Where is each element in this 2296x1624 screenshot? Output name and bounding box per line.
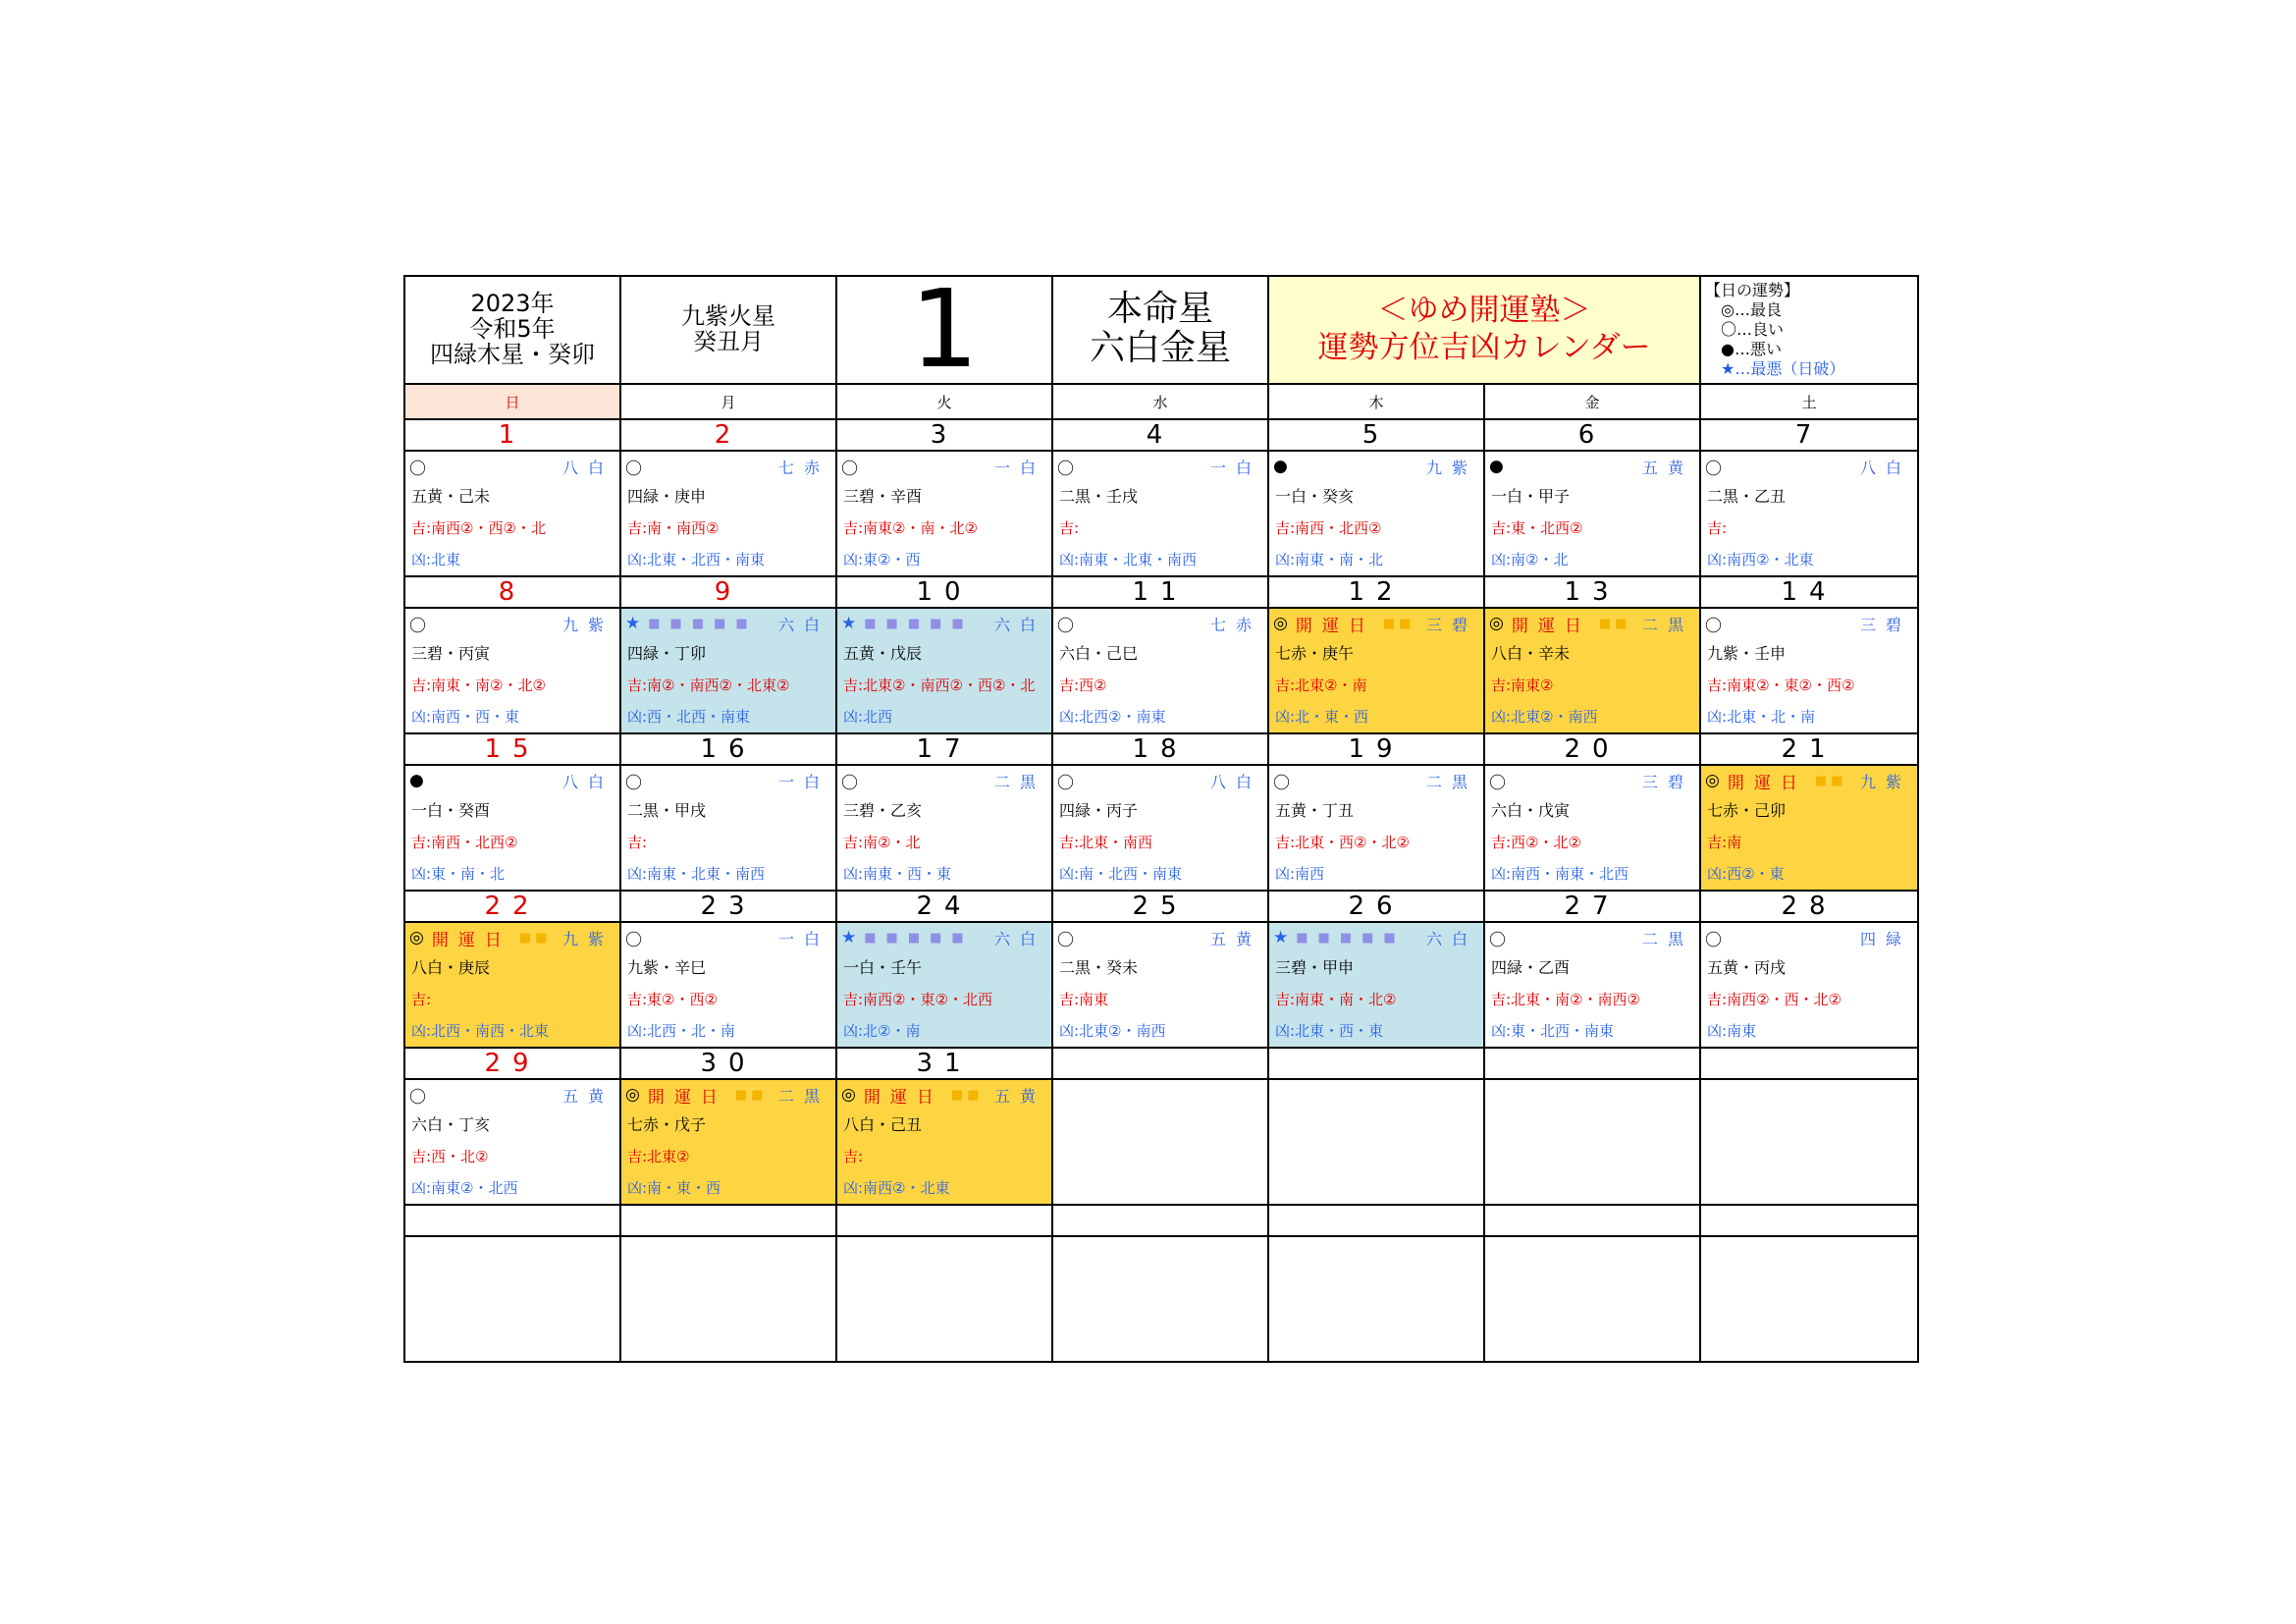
day-cell — [1700, 765, 1918, 891]
lucky-directions: 吉:南東・南・北② — [1275, 991, 1397, 1008]
day-number: 9 — [620, 576, 836, 608]
square-marks: ■ ■ — [1814, 773, 1843, 788]
lucky-directions: 吉:北東・南②・南西② — [1491, 991, 1640, 1008]
day-number: 29 — [404, 1048, 620, 1079]
unlucky-directions: 凶:南西②・北東 — [843, 1179, 950, 1197]
day-detail-row — [404, 1079, 1918, 1205]
day-star: 八白 — [1209, 772, 1261, 791]
empty-cell — [1484, 1236, 1700, 1362]
empty-cell — [1484, 1205, 1700, 1236]
day-cell — [620, 451, 836, 576]
day-number: 20 — [1484, 733, 1700, 765]
lucky-directions: 吉: — [1707, 519, 1728, 537]
unlucky-directions: 凶:南東・西・東 — [843, 865, 952, 883]
kanshi: 八白・辛未 — [1491, 644, 1571, 663]
weekday-row — [404, 384, 1918, 419]
fortune-symbol: 〇 — [1057, 773, 1074, 793]
kanshi: 四緑・丁卯 — [627, 644, 707, 663]
day-star: 七赤 — [1209, 615, 1261, 634]
square-marks: ■■■■■ — [648, 616, 758, 631]
day-star: 三碧 — [1642, 772, 1694, 791]
month-number-cell — [836, 276, 1052, 384]
fortune-symbol: ★ — [841, 614, 857, 633]
empty-cell — [1268, 1205, 1484, 1236]
day-star: 五黄 — [1209, 929, 1261, 948]
kanshi: 六白・戊寅 — [1491, 801, 1571, 820]
lucky-directions: 吉: — [627, 834, 648, 851]
date-number-row — [404, 733, 1918, 765]
day-star: 二黒 — [1425, 772, 1477, 791]
lucky-directions: 吉:南東②・東②・西② — [1707, 677, 1855, 694]
header-row — [404, 276, 1918, 384]
day-cell — [1268, 922, 1484, 1048]
fortune-symbol: ★ — [841, 928, 857, 947]
day-number: 23 — [620, 891, 836, 922]
day-number: 25 — [1052, 891, 1268, 922]
title-brand: ＜ゆめ開運塾＞ — [1377, 293, 1591, 328]
fortune-symbol: 〇 — [1705, 459, 1723, 479]
kanshi: 一白・癸亥 — [1275, 487, 1355, 506]
fortune-symbol: 〇 — [1489, 930, 1506, 950]
lucky-directions: 吉:南②・南西②・北東② — [627, 677, 790, 694]
kanshi: 二黒・壬戌 — [1059, 487, 1139, 506]
kanshi: 五黄・戊辰 — [843, 644, 923, 663]
lucky-directions: 吉:南②・北 — [843, 834, 921, 851]
fortune-symbol: 〇 — [1273, 773, 1290, 793]
unlucky-directions: 凶:南・北西・南東 — [1059, 865, 1183, 883]
fortune-symbol: ★ — [1273, 928, 1289, 947]
honmei-cell — [1052, 276, 1268, 384]
lucky-directions: 吉:北東②・南 — [1275, 677, 1367, 694]
fortune-symbol: 〇 — [841, 459, 858, 479]
day-number: 5 — [1268, 419, 1484, 451]
lucky-directions: 吉:南・南西② — [627, 519, 720, 537]
lucky-directions: 吉:南西②・西・北② — [1707, 991, 1842, 1008]
square-marks: ■ ■ — [734, 1087, 764, 1103]
day-cell — [1484, 765, 1700, 891]
empty-cell — [620, 1236, 836, 1362]
fortune-symbol: 〇 — [625, 930, 642, 950]
fortune-symbol: 〇 — [1705, 616, 1723, 636]
day-star: 六白 — [993, 929, 1045, 948]
lucky-directions: 吉:南東・南②・北② — [411, 677, 546, 694]
day-number: 30 — [620, 1048, 836, 1079]
square-marks: ■■■■■ — [864, 616, 974, 631]
fortune-symbol: ◎ — [1489, 614, 1504, 633]
kanshi: 八白・己丑 — [843, 1115, 923, 1134]
day-cell — [1052, 765, 1268, 891]
day-number: 10 — [836, 576, 1052, 608]
day-cell — [1484, 922, 1700, 1048]
empty-cell — [1268, 1048, 1484, 1079]
fortune-symbol: ◎ — [409, 928, 424, 947]
fortune-symbol: 〇 — [409, 616, 426, 636]
unlucky-directions: 凶:南西②・北東 — [1707, 551, 1814, 568]
day-star: 八白 — [561, 458, 614, 477]
unlucky-directions: 凶:南②・北 — [1491, 551, 1569, 568]
day-number: 24 — [836, 891, 1052, 922]
day-number: 21 — [1700, 733, 1918, 765]
square-marks: ■■■■■ — [1296, 930, 1406, 946]
unlucky-directions: 凶:北東②・南西 — [1059, 1022, 1166, 1040]
weekday-sat: 土 — [1700, 384, 1918, 419]
lucky-directions: 吉: — [411, 991, 432, 1008]
lucky-directions: 吉:北東②・南西②・西②・北 — [843, 677, 1036, 694]
lucky-directions: 吉:南東②・南・北② — [843, 519, 978, 537]
empty-cell — [1052, 1205, 1268, 1236]
empty-cell — [1484, 1048, 1700, 1079]
unlucky-directions: 凶:東・南・北 — [411, 865, 506, 883]
kanshi: 三碧・甲申 — [1275, 958, 1355, 977]
day-cell — [1268, 765, 1484, 891]
honmei-star: 六白金星 — [1089, 328, 1231, 368]
day-star: 一白 — [993, 458, 1045, 477]
day-star: 三碧 — [1425, 615, 1477, 634]
fortune-symbol: 〇 — [1705, 930, 1723, 950]
day-number: 8 — [404, 576, 620, 608]
day-star: 二黒 — [1642, 615, 1694, 634]
empty-cell — [1052, 1079, 1268, 1205]
day-number: 2 — [620, 419, 836, 451]
weekday-thu: 木 — [1268, 384, 1484, 419]
unlucky-directions: 凶:南東・北東・南西 — [627, 865, 766, 883]
fortune-symbol: ◎ — [841, 1085, 856, 1105]
fortune-symbol: 〇 — [409, 459, 426, 479]
day-number: 31 — [836, 1048, 1052, 1079]
empty-cell — [1700, 1048, 1918, 1079]
unlucky-directions: 凶:南西 — [1275, 865, 1325, 883]
day-number: 14 — [1700, 576, 1918, 608]
day-cell — [836, 451, 1052, 576]
unlucky-directions: 凶:北東②・南西 — [1491, 708, 1598, 726]
kanshi: 九紫・辛巳 — [627, 958, 707, 977]
title-cell — [1268, 276, 1700, 384]
unlucky-directions: 凶:南・東・西 — [627, 1179, 721, 1197]
kanshi: 六白・丁亥 — [411, 1115, 491, 1134]
day-number: 15 — [404, 733, 620, 765]
day-cell — [1700, 922, 1918, 1048]
empty-cell — [1700, 1079, 1918, 1205]
lucky-directions: 吉: — [1059, 519, 1080, 537]
day-star: 一白 — [777, 929, 829, 948]
day-cell — [620, 765, 836, 891]
unlucky-directions: 凶:北西②・南東 — [1059, 708, 1166, 726]
fortune-symbol: 〇 — [1057, 930, 1074, 950]
honmei-label: 本命星 — [1106, 289, 1213, 329]
lucky-directions: 吉:南東② — [1491, 677, 1554, 694]
unlucky-directions: 凶:北東・北西・南東 — [627, 551, 766, 568]
kanshi: 七赤・己卯 — [1707, 801, 1787, 820]
legend-heading: 【日の運勢】 — [1705, 281, 1800, 299]
date-number-row — [404, 576, 1918, 608]
day-number: 4 — [1052, 419, 1268, 451]
day-number: 12 — [1268, 576, 1484, 608]
fortune-symbol: ★ — [625, 614, 641, 633]
day-star: 二黒 — [1642, 929, 1694, 948]
lucky-directions: 吉:東・北西② — [1491, 519, 1583, 537]
day-cell — [1700, 608, 1918, 733]
fortune-symbol: 〇 — [1489, 773, 1506, 793]
lucky-directions: 吉:北東・西②・北② — [1275, 834, 1410, 851]
day-detail-row — [404, 451, 1918, 576]
day-star: 六白 — [1425, 929, 1477, 948]
lucky-directions: 吉:南西②・西②・北 — [411, 519, 546, 537]
weekday-wed: 水 — [1052, 384, 1268, 419]
lucky-day-label: 開運日 — [1511, 616, 1591, 636]
day-cell — [620, 608, 836, 733]
kanshi: 二黒・乙丑 — [1707, 487, 1787, 506]
title-main: 運勢方位吉凶カレンダー — [1317, 330, 1651, 365]
kanshi: 三碧・辛酉 — [843, 487, 923, 506]
day-star: 一白 — [1209, 458, 1261, 477]
lucky-day-label: 開運日 — [1295, 616, 1375, 636]
kanshi: 七赤・庚午 — [1275, 644, 1355, 663]
fortune-symbol: 〇 — [409, 1087, 426, 1108]
day-star: 八白 — [561, 772, 614, 791]
unlucky-directions: 凶:東②・西 — [843, 551, 921, 568]
lucky-day-label: 開運日 — [1727, 773, 1807, 793]
weekday-tue: 火 — [836, 384, 1052, 419]
month-star-cell — [620, 276, 836, 384]
day-cell — [836, 1079, 1052, 1205]
day-cell — [1484, 608, 1700, 733]
lucky-directions: 吉:南西・北西② — [1275, 519, 1382, 537]
lucky-directions: 吉:西② — [1059, 677, 1107, 694]
empty-cell — [836, 1236, 1052, 1362]
empty-date-row — [404, 1205, 1918, 1236]
day-star: 九紫 — [561, 615, 614, 634]
fortune-symbol: 〇 — [841, 773, 858, 793]
day-cell — [1268, 451, 1484, 576]
lucky-day-label: 開運日 — [647, 1087, 727, 1108]
day-star: 五黄 — [993, 1086, 1045, 1106]
day-star: 八白 — [1860, 458, 1912, 477]
day-cell — [620, 1079, 836, 1205]
day-star: 二黒 — [777, 1086, 829, 1106]
day-cell — [1052, 451, 1268, 576]
kanshi: 三碧・丙寅 — [411, 644, 491, 663]
day-detail-row — [404, 765, 1918, 891]
legend-bad: ●…悪い — [1721, 340, 1782, 358]
empty-cell — [404, 1205, 620, 1236]
day-cell — [836, 765, 1052, 891]
unlucky-directions: 凶:南東・南・北 — [1275, 551, 1384, 568]
kanshi: 一白・甲子 — [1491, 487, 1571, 506]
day-number: 22 — [404, 891, 620, 922]
legend-best: ◎…最良 — [1721, 300, 1782, 319]
day-star: 一白 — [777, 772, 829, 791]
kanshi: 五黄・丙戌 — [1707, 958, 1787, 977]
empty-cell — [1268, 1079, 1484, 1205]
day-number: 16 — [620, 733, 836, 765]
kanshi: 二黒・癸未 — [1059, 958, 1139, 977]
lucky-directions: 吉:西・北② — [411, 1148, 489, 1165]
day-number: 19 — [1268, 733, 1484, 765]
day-detail-row — [404, 608, 1918, 733]
month-kanshi-line: 癸丑月 — [693, 328, 764, 355]
kanshi: 八白・庚辰 — [411, 958, 491, 977]
day-star: 六白 — [993, 615, 1045, 634]
lucky-directions: 吉:東②・西② — [627, 991, 718, 1008]
unlucky-directions: 凶:北西・南西・北東 — [411, 1022, 550, 1040]
unlucky-directions: 凶:北東 — [411, 551, 461, 568]
day-number: 1 — [404, 419, 620, 451]
unlucky-directions: 凶:北西・北・南 — [627, 1022, 736, 1040]
lucky-directions: 吉:北東② — [627, 1148, 690, 1165]
day-star: 九紫 — [561, 929, 614, 948]
month-star-line: 九紫火星 — [681, 302, 775, 330]
day-cell — [836, 922, 1052, 1048]
day-number: 6 — [1484, 419, 1700, 451]
unlucky-directions: 凶:北・東・西 — [1275, 708, 1369, 726]
date-number-row — [404, 419, 1918, 451]
kanshi: 九紫・壬申 — [1707, 644, 1787, 663]
weekday-fri: 金 — [1484, 384, 1700, 419]
calendar-table — [403, 275, 1919, 1363]
square-marks: ■ ■ — [950, 1087, 980, 1103]
kanshi: 三碧・乙亥 — [843, 801, 923, 820]
legend-worst: ★…最悪（日破） — [1721, 359, 1845, 378]
kanshi: 一白・癸酉 — [411, 801, 491, 820]
day-cell — [404, 608, 620, 733]
fortune-symbol: ● — [409, 771, 424, 790]
fortune-symbol: ● — [1273, 457, 1288, 476]
legend-good: 〇…良い — [1721, 320, 1785, 339]
square-marks: ■ ■ — [518, 930, 548, 946]
date-number-row — [404, 1048, 1918, 1079]
lucky-directions: 吉:南東 — [1059, 991, 1109, 1008]
kanshi: 四緑・乙酉 — [1491, 958, 1571, 977]
day-number: 26 — [1268, 891, 1484, 922]
unlucky-directions: 凶:西・北西・南東 — [627, 708, 751, 726]
day-number: 27 — [1484, 891, 1700, 922]
unlucky-directions: 凶:北東・西・東 — [1275, 1022, 1384, 1040]
day-detail-row — [404, 922, 1918, 1048]
day-star: 五黄 — [561, 1086, 614, 1106]
kanshi: 四緑・丙子 — [1059, 801, 1139, 820]
era-line: 令和5年 — [469, 315, 556, 343]
date-number-row — [404, 891, 1918, 922]
weekday-mon: 月 — [620, 384, 836, 419]
unlucky-directions: 凶:北東・北・南 — [1707, 708, 1816, 726]
empty-cell — [620, 1205, 836, 1236]
empty-cell — [1268, 1236, 1484, 1362]
day-cell — [1268, 608, 1484, 733]
kanshi: 五黄・己未 — [411, 487, 491, 506]
day-cell — [404, 922, 620, 1048]
day-number: 18 — [1052, 733, 1268, 765]
kanshi: 五黄・丁丑 — [1275, 801, 1355, 820]
lucky-directions: 吉:南 — [1707, 834, 1742, 851]
lucky-directions: 吉:北東・南西 — [1059, 834, 1153, 851]
day-cell — [404, 451, 620, 576]
fortune-symbol: ● — [1489, 457, 1504, 476]
fortune-symbol: ◎ — [625, 1085, 640, 1105]
day-cell — [1052, 608, 1268, 733]
lucky-day-label: 開運日 — [431, 930, 511, 950]
unlucky-directions: 凶:南東 — [1707, 1022, 1757, 1040]
day-star: 七赤 — [777, 458, 829, 477]
fortune-symbol: 〇 — [1057, 616, 1074, 636]
lucky-day-label: 開運日 — [863, 1087, 943, 1108]
day-star: 五黄 — [1642, 458, 1694, 477]
lucky-directions: 吉:南西・北西② — [411, 834, 518, 851]
day-cell — [1700, 451, 1918, 576]
lucky-directions: 吉: — [843, 1148, 864, 1165]
square-marks: ■■■■■ — [864, 930, 974, 946]
fortune-symbol: 〇 — [625, 459, 642, 479]
unlucky-directions: 凶:南西・南東・北西 — [1491, 865, 1629, 883]
empty-body-row — [404, 1236, 1918, 1362]
day-number: 7 — [1700, 419, 1918, 451]
legend-cell — [1700, 276, 1918, 384]
lucky-directions: 吉:西②・北② — [1491, 834, 1581, 851]
day-cell — [836, 608, 1052, 733]
fortune-symbol: 〇 — [1057, 459, 1074, 479]
day-number: 17 — [836, 733, 1052, 765]
day-number: 11 — [1052, 576, 1268, 608]
weekday-sun: 日 — [404, 384, 620, 419]
empty-cell — [1052, 1236, 1268, 1362]
unlucky-directions: 凶:南西・西・東 — [411, 708, 520, 726]
square-marks: ■ ■ — [1598, 616, 1628, 631]
day-cell — [404, 765, 620, 891]
day-cell — [620, 922, 836, 1048]
fortune-symbol: 〇 — [625, 773, 642, 793]
unlucky-directions: 凶:南東・北東・南西 — [1059, 551, 1198, 568]
empty-cell — [404, 1236, 620, 1362]
unlucky-directions: 凶:北西 — [843, 708, 893, 726]
day-cell — [404, 1079, 620, 1205]
day-number: 3 — [836, 419, 1052, 451]
square-marks: ■ ■ — [1382, 616, 1412, 631]
weeks-body — [404, 419, 1918, 1205]
day-cell — [1484, 451, 1700, 576]
empty-cell — [1700, 1236, 1918, 1362]
unlucky-directions: 凶:北②・南 — [843, 1022, 921, 1040]
day-star: 六白 — [777, 615, 829, 634]
day-number: 28 — [1700, 891, 1918, 922]
day-star: 三碧 — [1860, 615, 1912, 634]
day-number: 13 — [1484, 576, 1700, 608]
kanshi: 一白・壬午 — [843, 958, 923, 977]
kanshi: 七赤・戊子 — [627, 1115, 707, 1134]
day-star: 四緑 — [1860, 929, 1912, 948]
day-star: 九紫 — [1425, 458, 1477, 477]
empty-cell — [1052, 1048, 1268, 1079]
unlucky-directions: 凶:東・北西・南東 — [1491, 1022, 1615, 1040]
day-star: 二黒 — [993, 772, 1045, 791]
kanshi: 二黒・甲戌 — [627, 801, 707, 820]
unlucky-directions: 凶:南東②・北西 — [411, 1179, 518, 1197]
kanshi: 六白・己巳 — [1059, 644, 1139, 663]
year-star-line: 四緑木星・癸卯 — [430, 341, 595, 368]
empty-cell — [1484, 1079, 1700, 1205]
year-cell — [404, 276, 620, 384]
day-cell — [1052, 922, 1268, 1048]
month-number: 1 — [910, 276, 979, 384]
day-star: 九紫 — [1860, 772, 1912, 791]
lucky-directions: 吉:南西②・東②・北西 — [843, 991, 992, 1008]
kanshi: 四緑・庚申 — [627, 487, 707, 506]
unlucky-directions: 凶:西②・東 — [1707, 865, 1785, 883]
year-line: 2023年 — [470, 290, 555, 317]
empty-cell — [1700, 1205, 1918, 1236]
fortune-symbol: ◎ — [1273, 614, 1288, 633]
fortune-symbol: ◎ — [1705, 771, 1720, 790]
empty-cell — [836, 1205, 1052, 1236]
